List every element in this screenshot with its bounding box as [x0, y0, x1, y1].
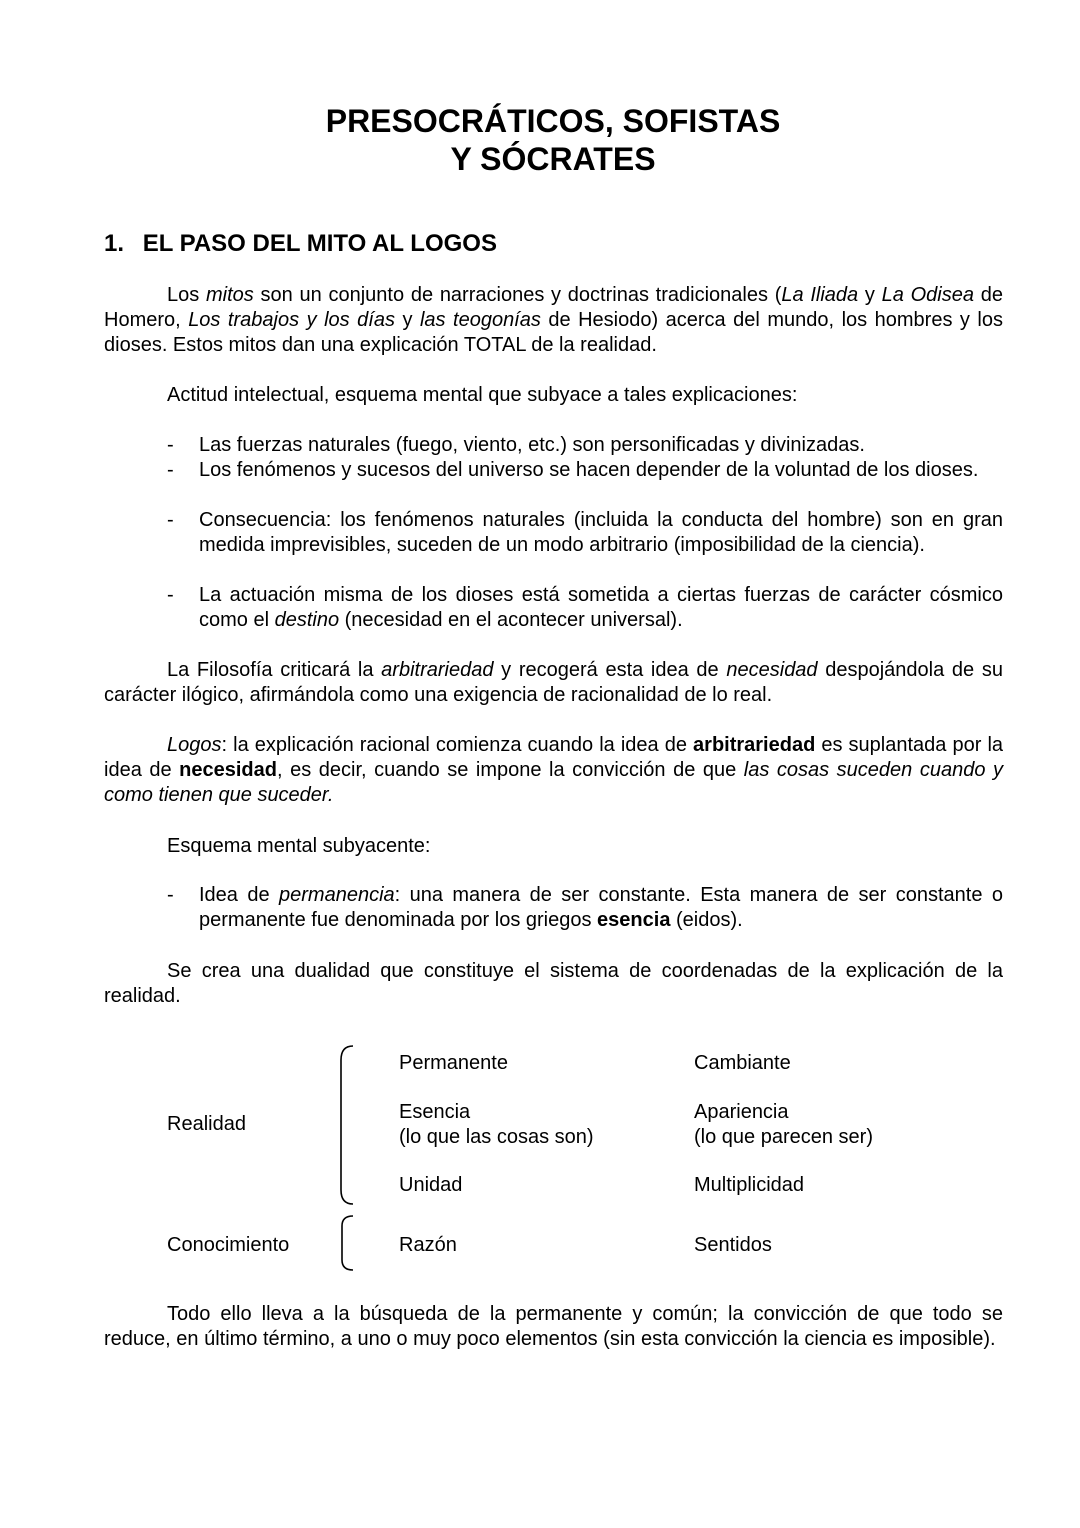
- scheme-apariencia-sub: (lo que parecen ser): [694, 1126, 873, 1148]
- paragraph-conclusion: Todo ello lleva a la búsqueda de la permanente y común; la convicción de que todo se reduce, en último término, a uno o muy poco elementos (sin esta convicción la ciencia es imposible).: [104, 1303, 1003, 1350]
- document-title: [0, 102, 1080, 178]
- list-item: [167, 508, 1003, 558]
- scheme-conocimiento: Conocimiento: [167, 1234, 290, 1256]
- title-line-2: Y SÓCRATES: [450, 141, 656, 177]
- scheme-unidad: Unidad: [399, 1174, 463, 1196]
- list-item: [167, 883, 1003, 933]
- left-brace-icon: [334, 1044, 356, 1206]
- bullet-text: La actuación misma de los dioses está sometida a ciertas fuerzas de carácter cósmico como el destino (necesidad en el acontecer universal).: [199, 584, 1003, 631]
- paragraph-filosofia: La Filosofía criticará la arbitrariedad y recogerá esta idea de necesidad despojándola de su carácter ilógico, afirmándola como una exigencia de racionalidad de lo real.: [104, 659, 1003, 706]
- scheme-sentidos: Sentidos: [694, 1234, 772, 1256]
- list-item: [167, 433, 1003, 458]
- scheme-esencia: Esencia: [399, 1101, 471, 1123]
- scheme-apariencia: Apariencia: [694, 1101, 789, 1123]
- bullet-dash: -: [167, 584, 174, 606]
- scheme-realidad: Realidad: [167, 1113, 246, 1135]
- paragraph-esquema: Esquema mental subyacente:: [167, 835, 431, 857]
- list-item: [167, 583, 1003, 633]
- list-item: [167, 458, 1003, 483]
- bullet-text: Los fenómenos y sucesos del universo se hacen depender de la voluntad de los dioses.: [199, 459, 979, 481]
- paragraph-dualidad: Se crea una dualidad que constituye el sistema de coordenadas de la explicación de la realidad.: [104, 960, 1003, 1007]
- scheme-multiplicidad: Multiplicidad: [694, 1174, 805, 1196]
- scheme-permanente: Permanente: [399, 1052, 508, 1074]
- left-brace-icon: [336, 1214, 356, 1272]
- bullet-dash: -: [167, 509, 174, 531]
- paragraph-mitos: Los mitos son un conjunto de narraciones y doctrinas tradicionales (La Iliada y La Odisea de Homero, Los trabajos y los días y las teogonías de Hesiodo) acerca del mundo, los hombres y los dioses. Estos mitos dan una explicación TOTAL de la realidad.: [104, 284, 1003, 356]
- bullet-text: Idea de permanencia: una manera de ser constante. Esta manera de ser constante o permanente fue denominada por los griegos esencia (eidos).: [199, 884, 1003, 931]
- section-number: 1.: [104, 230, 125, 257]
- scheme-cambiante: Cambiante: [694, 1052, 791, 1074]
- bullet-text: Consecuencia: los fenómenos naturales (incluida la conducta del hombre) son en gran medida imprevisibles, suceden de un modo arbitrario (imposibilidad de la ciencia).: [199, 509, 1003, 556]
- section-heading-text: EL PASO DEL MITO AL LOGOS: [142, 230, 497, 257]
- paragraph-actitud: Actitud intelectual, esquema mental que subyace a tales explicaciones:: [167, 384, 798, 406]
- scheme-razon: Razón: [399, 1234, 457, 1256]
- bullet-dash: -: [167, 434, 174, 456]
- title-line-1: PRESOCRÁTICOS, SOFISTAS: [325, 103, 781, 139]
- section-heading: [104, 230, 497, 258]
- paragraph-logos: Logos: la explicación racional comienza cuando la idea de arbitrariedad es suplantada por la idea de necesidad, es decir, cuando se impone la convicción de que las cosas suceden cuando y como tienen que suceder.: [104, 734, 1004, 806]
- bullet-dash: -: [167, 459, 174, 481]
- scheme-esencia-sub: (lo que las cosas son): [399, 1126, 594, 1148]
- bullet-dash: -: [167, 884, 174, 906]
- bullet-text: Las fuerzas naturales (fuego, viento, etc.) son personificadas y divinizadas.: [199, 434, 865, 456]
